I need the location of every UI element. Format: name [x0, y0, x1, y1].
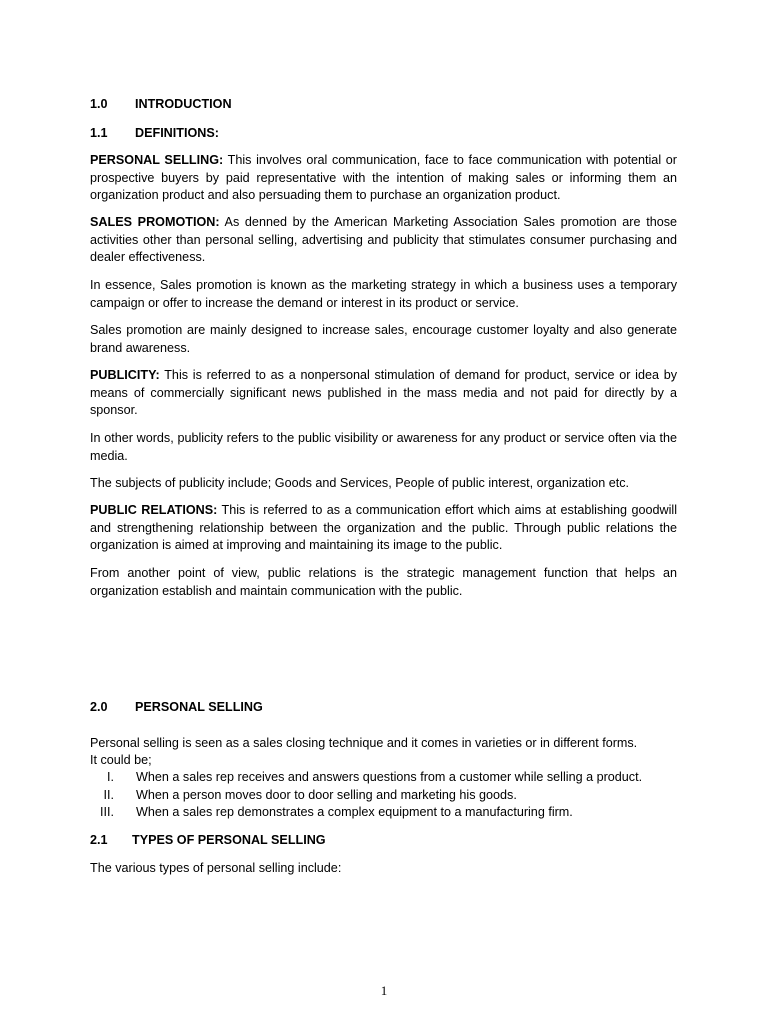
paragraph-designed: Sales promotion are mainly designed to increase sales, encourage customer loyalty and also generate brand awareness.	[90, 323, 677, 355]
paragraph-closing-technique: Personal selling is seen as a sales closing technique and it comes in varieties or in different forms.	[90, 736, 638, 750]
paragraph-another-view: From another point of view, public relations is the strategic management function that helps an organization establish and maintain communication with the public.	[90, 566, 677, 598]
definition-text: This involves oral communication, face to face communication with potential or prospective buyers by paid representative with the intention of making sales or informing them an organization product and also persuading them to purchase an organization product.	[90, 153, 677, 203]
list-item	[90, 804, 677, 822]
list-item	[90, 769, 677, 787]
list-marker: II.	[103, 787, 114, 802]
section-number: 1.1	[90, 126, 108, 140]
defined-term: SALES PROMOTION:	[90, 215, 220, 229]
definition-text: As denned by the American Marketing Association Sales promotion are those activities other than personal selling, advertising and publicity that stimulates consumer purchasing and dealer effectiveness.	[90, 215, 678, 265]
defined-term: PERSONAL SELLING:	[90, 153, 224, 167]
section-title: DEFINITIONS:	[135, 126, 219, 140]
section-number: 2.0	[90, 700, 108, 714]
definition-text: This is referred to as a communication effort which aims at establishing goodwill and strengthening relationship between the organization and the public. Through public relations the organization is aimed at improving and maintaining its image to the public.	[90, 503, 677, 553]
page-number: 1	[380, 983, 388, 998]
list-item-text: When a sales rep demonstrates a complex equipment to a manufacturing firm.	[136, 805, 573, 820]
section-heading-types	[90, 832, 326, 850]
list-item-text: When a person moves door to door selling and marketing his goods.	[136, 787, 517, 802]
paragraph-other-words: In other words, publicity refers to the public visibility or awareness for any product or service often via the media.	[90, 431, 677, 463]
section-number: 1.0	[90, 97, 108, 111]
section-heading-personal-selling	[90, 699, 263, 717]
paragraph-could-be: It could be;	[90, 753, 152, 767]
section-number: 2.1	[90, 833, 108, 847]
section-title: TYPES OF PERSONAL SELLING	[132, 833, 326, 847]
paragraph-subjects: The subjects of publicity include; Goods and Services, People of public interest, organization etc.	[90, 476, 630, 490]
defined-term: PUBLIC RELATIONS:	[90, 503, 218, 517]
list-marker: I.	[107, 770, 114, 784]
definition-text: This is referred to as a nonpersonal stimulation of demand for product, service or idea by means of commercially significant news published in the mass media and not paid for directly by a sponsor.	[90, 368, 677, 418]
section-title: PERSONAL SELLING	[135, 700, 263, 714]
paragraph-various-types: The various types of personal selling include:	[90, 861, 342, 875]
section-title: INTRODUCTION	[135, 97, 232, 111]
section-heading-definitions	[90, 125, 219, 143]
paragraph-public-relations-definition	[90, 502, 677, 555]
section-heading-introduction	[90, 96, 232, 114]
paragraph-personal-selling-definition	[90, 152, 677, 205]
list-marker: III.	[100, 805, 114, 820]
paragraph-essence: In essence, Sales promotion is known as the marketing strategy in which a business uses a temporary campaign or offer to increase the demand or interest in its product or service.	[90, 278, 677, 310]
paragraph-publicity-definition	[90, 367, 677, 420]
defined-term: PUBLICITY:	[90, 368, 160, 382]
paragraph-sales-promotion-definition	[90, 214, 677, 267]
list-item	[90, 787, 677, 805]
forms-list	[90, 769, 677, 822]
list-item-text: When a sales rep receives and answers questions from a customer while selling a product.	[136, 770, 643, 784]
